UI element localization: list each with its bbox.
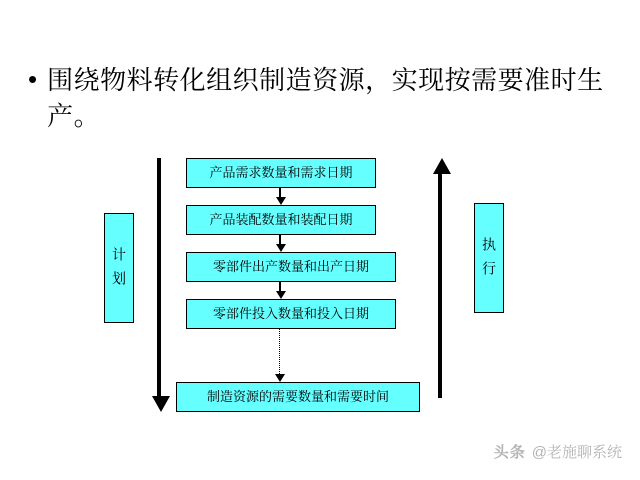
watermark-logo: 头条 [493, 444, 526, 461]
flow-box-part-output: 零部件出产数量和出产日期 [186, 252, 396, 282]
connector-4-dotted-shaft [279, 329, 280, 374]
bullet-marker: • [28, 64, 38, 94]
execute-arrow-shaft [438, 174, 442, 398]
execute-label-box: 执行 [474, 203, 504, 313]
plan-label-box: 计划 [104, 213, 134, 323]
flow-box-part-input: 零部件投入数量和投入日期 [186, 299, 396, 329]
execute-arrow-head-icon [433, 158, 451, 174]
flow-box-manufacturing-resource: 制造资源的需要数量和需要时间 [176, 382, 420, 412]
plan-arrow-head-icon [152, 396, 170, 412]
connector-3-head-icon [276, 291, 286, 299]
flow-box-product-assembly: 产品装配数量和装配日期 [186, 205, 376, 235]
watermark-text: @老施聊系统 [531, 444, 622, 461]
bullet-text: 围绕物料转化组织制造资源，实现按需要准时生产。 [47, 65, 604, 131]
connector-1-head-icon [276, 197, 286, 205]
connector-3-shaft [279, 282, 281, 291]
connector-2-head-icon [276, 244, 286, 252]
connector-1-shaft [279, 188, 281, 197]
watermark [494, 441, 622, 462]
connector-2-shaft [279, 235, 281, 244]
connector-4-head-icon [275, 374, 285, 382]
flow-box-product-demand: 产品需求数量和需求日期 [186, 158, 376, 188]
plan-arrow-shaft [157, 158, 161, 398]
bullet-paragraph [28, 62, 608, 134]
